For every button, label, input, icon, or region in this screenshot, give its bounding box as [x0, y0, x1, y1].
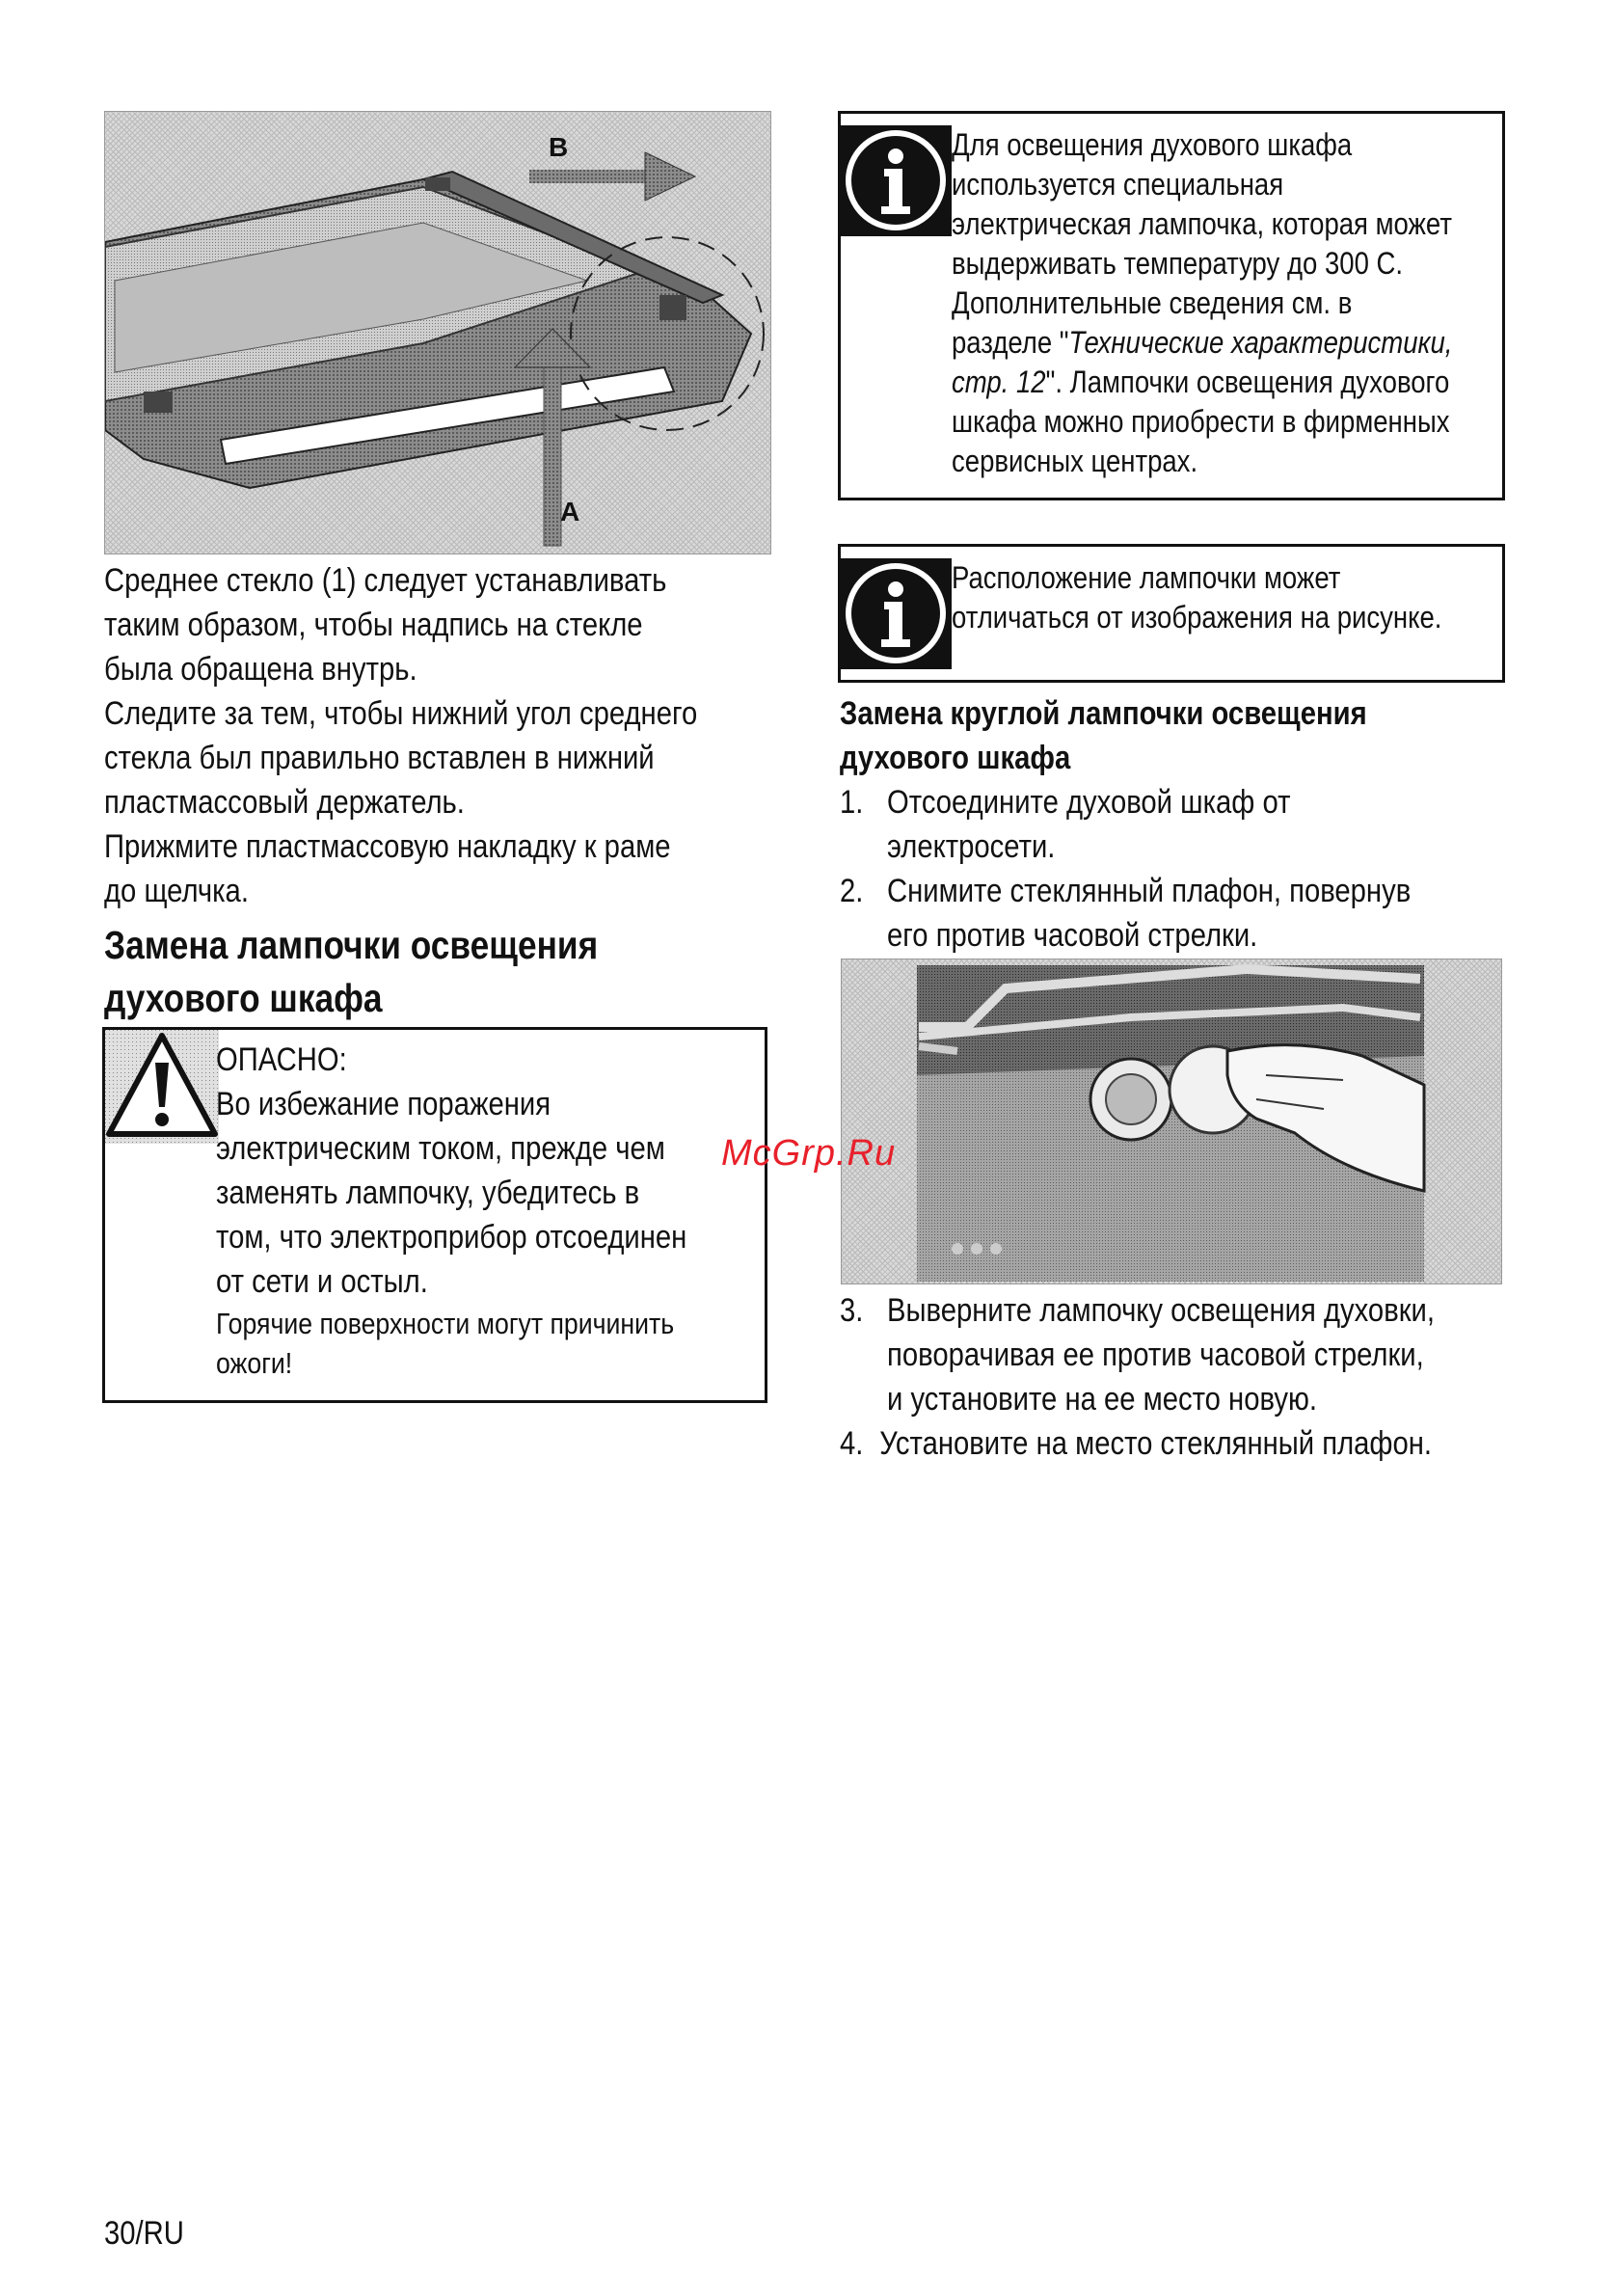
list-item: 3. Выверните лампочку освещения духовки,	[840, 1292, 1435, 1329]
section-heading-lamp-replacement: Замена лампочки освещения духового шкафа	[104, 923, 599, 1020]
glass-install-paragraph: Среднее стекло (1) следует устанавливать таким образом, чтобы надпись на стекле была обращена внутрь. Следите за тем, чтобы нижний угол среднего стекла был правильно вставлен в нижний пластмассовый держатель. Прижмите пластмассовую накладку к раме до щелчка.	[104, 562, 698, 909]
info-box-lamp-position: Расположение лампочки может отличаться от изображения на рисунке.	[838, 544, 1505, 683]
page-number: 30/RU	[104, 2215, 184, 2252]
list-item: 1. Отсоедините духовой шкаф от	[840, 784, 1291, 821]
list-item: его против часовой стрелки.	[887, 917, 1258, 954]
list-item: электросети.	[887, 828, 1056, 865]
list-item: 2. Снимите стеклянный плафон, повернув	[840, 873, 1412, 909]
info-icon	[841, 558, 952, 669]
list-item: поворачивая ее против часовой стрелки,	[887, 1337, 1424, 1373]
list-item: 4. Установите на место стеклянный плафон.	[840, 1425, 1433, 1462]
watermark: McGrp.Ru	[721, 1133, 897, 1174]
oven-glass-figure	[104, 111, 771, 554]
danger-warning-box: ОПАСНО: Во избежание поражения электрическим током, прежде чем заменять лампочку, убедитесь в том, что электроприбор отсоединен от сети и остыл. Горячие поверхности могут причинить ожоги!	[102, 1027, 767, 1403]
steps-list-1-2	[840, 780, 1411, 958]
label-b: B	[549, 132, 569, 162]
list-item: и установите на ее место новую.	[887, 1381, 1318, 1418]
section-heading-round-lamp: Замена круглой лампочки освещения духового шкафа	[840, 695, 1367, 776]
lamp-cover-figure	[841, 959, 1502, 1284]
info-box-special-lamp: Для освещения духового шкафа используется специальная электрическая лампочка, которая может выдерживать температуру до 300 С. Дополнительные сведения см. в разделе "Технические характеристики, стр. 12". Лампочки освещения духового шкафа можно приобрести в фирменных сервисных центрах.	[838, 111, 1505, 500]
label-a: A	[560, 497, 580, 527]
steps-list-3-4	[840, 1288, 1435, 1466]
warning-triangle-icon	[105, 1030, 221, 1146]
info-icon	[841, 125, 952, 236]
warning-title: ОПАСНО:	[216, 1041, 347, 1078]
